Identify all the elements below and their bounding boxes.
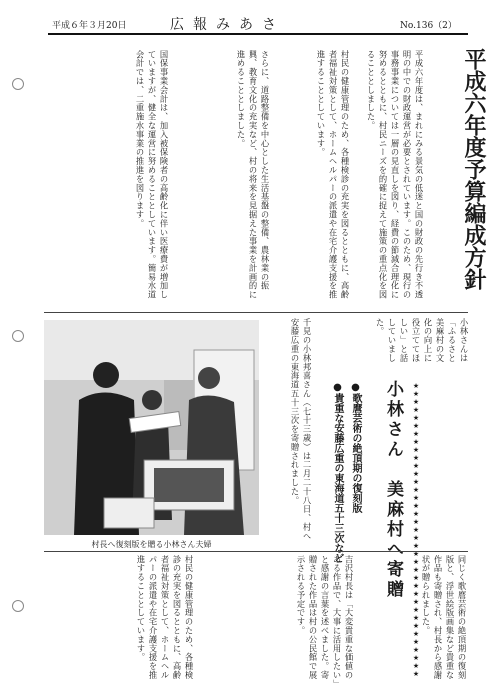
donation-body-intro: 小林さんは「ふるさと美麻村の文化の向上に役立ててほしい」と話していました。 [375,318,469,363]
header-rule [48,33,468,35]
photo-caption: 村長へ復刻版を贈る小林さん夫婦 [91,540,212,549]
donation-subhead: ●歌麿芸術の絶頂期の復刻版 [350,382,361,513]
binder-hole [12,330,24,342]
page-header [0,0,500,40]
section-divider [44,551,468,552]
star-border: ★★★★★★★★★★★★★★★★★★★★★★★★★★★★★★★★★★★★★ [412,382,420,678]
donation-body-col3: 吉沢村長は「大変貴重な価値のある作品で、大事に活用したい」と感謝の言葉を述べました。寄贈された作品は村の公民館で展示される予定です。 [296,555,354,685]
photo-illustration [44,320,259,535]
newsletter-title: 広報みあさ [170,17,285,33]
binder-hole [12,600,24,612]
donation-body-col1: 千見の小林邦喜さん（七十三歳）は二月二十八日、村へ安藤広重の東海道五十三次を寄贈されました。 [290,318,312,541]
donation-body-col2: 同じく歌麿芸術の絶頂期の復刻版と、浮世絵版画集など貴重な作品も寄贈され、村長から感謝状が贈られました。 [421,555,467,680]
budget-body-col1: 平成六年度は、まれにみる景気の低迷と国の財政の先行き不透明の中での財政運営が必要とされています。このため、現行の事務事業については一層の見直しを図り、経費の節減合理化に努めるとともに、村民ニーズを的確に捉えて施策の重点化を図ることとしました。 [366,50,424,300]
budget-headline: 平成六年度予算編成方針 [461,48,486,290]
budget-body-col2: 村民の健康管理のため、各種検診の充実を図るとともに、高齢者福祉対策として、ホームヘルパーの派遣や在宅介護支援を推進することとしています。 [316,50,350,300]
issue-number: No.136（2） [400,21,457,31]
budget-body-col4: 国保事業会計は、加入被保険者の高齢化に伴い医療費が増加していますが、健全な運営に努めることとしています。簡易水道会計では、二重施水事業の推進を図ります。 [135,50,169,300]
binder-hole [12,78,24,90]
donation-body-col4: 村民の健康管理のため、各種検診の充実を図るとともに、高齢者福祉対策として、ホームヘルパーの派遣や在宅介護支援を推進することとしています。 [136,555,194,680]
issue-date: 平成６年３月20日 [52,21,127,31]
donation-photo [44,320,259,535]
donation-headline: 小林さん 美麻村へ寄贈 [383,380,403,600]
donation-subhead: ●貴重な安藤広重の東海道五十三次など [332,382,343,563]
section-divider [44,312,468,313]
budget-body-col3: さらに、道路整備を中心とした生活基盤の整備、農林業の振興、教育文化の充実など、村の将来を見据えた事業を計画的に進めることとしました。 [236,50,270,300]
